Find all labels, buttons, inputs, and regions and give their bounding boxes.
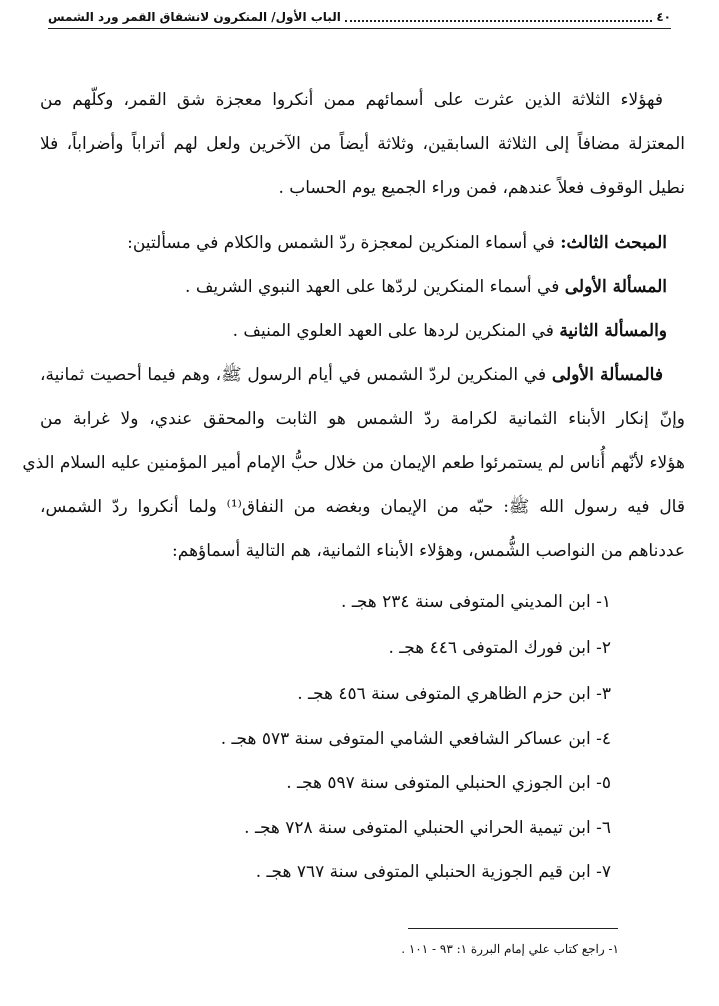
paragraph-line: [40, 353, 685, 397]
issue-2-text: في المنكرين لردها على العهد العلوي المنيف .: [232, 321, 554, 341]
list-item: ٦- ابن تيمية الحراني الحنبلي المتوفى سنة ٧٢٨ هجـ .: [244, 818, 611, 838]
paragraph-line: وإنّ إنكار الأبناء الثمانية لكرامة ردّ الشمس هو الثابت والمحقق عندي، ولا غرابة من: [40, 409, 685, 429]
paragraph-line: قال فيه رسول الله ﷺ: حبّه من الإيمان وبغضه من النفاق⁽¹⁾ ولما أنكروا ردّ الشمس،: [40, 497, 685, 517]
list-item: ١- ابن المديني المتوفى سنة ٢٣٤ هجـ .: [341, 592, 611, 612]
dotted-leader: [345, 12, 653, 22]
running-title: الباب الأول/ المنكرون لانشقاق القمر ورد الشمس: [48, 10, 341, 24]
paragraph-line: نطيل الوقوف فعلاً عندهم، فمن وراء الجميع يوم الحساب .: [278, 178, 685, 198]
list-item: ٥- ابن الجوزي الحنبلي المتوفى سنة ٥٩٧ هجـ .: [286, 773, 611, 793]
footnote: ١- راجع كتاب علي إمام البررة ١: ٩٣ - ١٠١ .: [401, 942, 619, 956]
issue-2: [30, 309, 689, 353]
list-item: ٢- ابن فورك المتوفى ٤٤٦ هجـ .: [388, 638, 611, 658]
page-number: ٤٠: [656, 10, 671, 24]
list-item: ٣- ابن حزم الظاهري المتوفى سنة ٤٥٦ هجـ .: [297, 684, 611, 704]
list-item: ٧- ابن قيم الجوزية الحنبلي المتوفى سنة ٧٦٧ هجـ .: [255, 862, 611, 882]
section-heading-label: المبحث الثالث:: [560, 233, 667, 253]
paragraph-line: فهؤلاء الثلاثة الذين عثرت على أسمائهم ممن أنكروا معجزة شق القمر، وكلّهم من: [40, 90, 663, 110]
paragraph-line: هؤلاء لأنّهم أُناس لم يستمرئوا طعم الإيمان من خلال حبُّ الإمام أمير المؤمنين عليه السلام الذي: [22, 453, 685, 473]
paragraph-label: فالمسألة الأولى: [551, 365, 663, 385]
paragraph-line: المعتزلة مضافاً إلى الثلاثة السابقين، وثلاثة أيضاً من الآخرين ولعل لهم أتراباً وأضراباً، فلا: [40, 134, 685, 154]
issue-2-label: والمسألة الثانية: [559, 321, 667, 341]
section-heading-text: في أسماء المنكرين لمعجزة ردّ الشمس والكلام في مسألتين:: [127, 233, 555, 253]
paragraph-line: عددناهم من النواصب الشُّمس، وهؤلاء الأبناء الثمانية، هم التالية أسماؤهم:: [172, 541, 685, 561]
section-heading: [30, 221, 689, 265]
issue-1-label: المسألة الأولى: [564, 277, 667, 297]
issue-1: [30, 265, 689, 309]
list-item: ٤- ابن عساكر الشافعي الشامي المتوفى سنة ٥٧٣ هجـ .: [220, 729, 611, 749]
issue-1-text: في أسماء المنكرين لردّها على العهد النبوي الشريف .: [185, 277, 560, 297]
paragraph-text: في المنكرين لردّ الشمس في أيام الرسول ﷺ، وهم فيما أحصيت ثمانية،: [40, 365, 547, 385]
footnote-divider: [408, 928, 618, 929]
running-header: [48, 6, 671, 29]
